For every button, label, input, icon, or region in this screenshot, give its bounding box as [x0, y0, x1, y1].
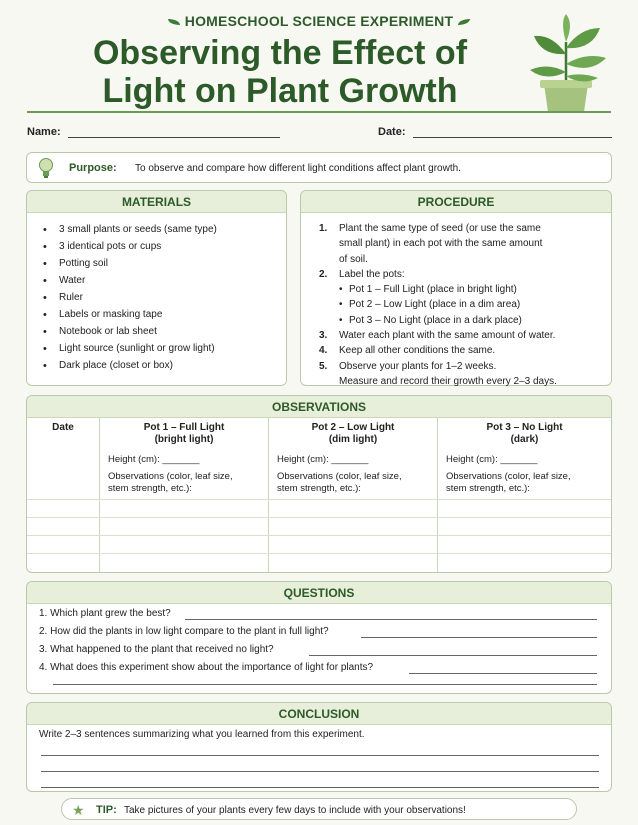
name-line[interactable] [68, 128, 280, 138]
tip-label: TIP: [96, 804, 117, 816]
answer-line[interactable] [53, 684, 597, 685]
height-label: Height (cm): _______ [277, 454, 369, 465]
observations-label: Observations (color, leaf size, stem strength, etc.): [108, 471, 233, 494]
materials-item: • Notebook or lab sheet [43, 325, 286, 342]
name-label: Name: [27, 126, 61, 138]
materials-item: • Light source (sunlight or grow light) [43, 342, 286, 359]
question-item: 3. What happened to the plant that received no light? [39, 644, 274, 655]
materials-item: • 3 small plants or seeds (same type) [43, 223, 286, 240]
observations-table [27, 417, 611, 573]
pot1-column-header: Pot 1 – Full Light (bright light) Height (cm): _______ Observations (color, leaf size, stem strength, etc.): [100, 417, 268, 498]
height-label: Height (cm): _______ [446, 454, 538, 465]
date-label: Date: [378, 126, 406, 138]
page-title [40, 34, 520, 110]
materials-item: • Potting soil [43, 257, 286, 274]
materials-item: • 3 identical pots or cups [43, 240, 286, 257]
procedure-box [300, 190, 612, 386]
procedure-list [301, 213, 611, 389]
leaf-icon [458, 19, 470, 25]
procedure-step: 1. Plant the same type of seed (or use the same small plant) in each pot with the same amount of soil. [319, 223, 543, 265]
materials-item: • Ruler [43, 291, 286, 308]
procedure-subitem: • Pot 2 – Low Light (place in a dim area) [319, 297, 599, 312]
questions-heading: QUESTIONS [27, 582, 611, 604]
tip-box [61, 798, 577, 820]
purpose-box [26, 152, 612, 183]
conclusion-prompt: Write 2–3 sentences summarizing what you learned from this experiment. [39, 729, 365, 740]
column-divider [268, 417, 269, 572]
question-item: 4. What does this experiment show about the importance of light for plants? [39, 662, 373, 673]
conclusion-box [26, 702, 612, 792]
star-icon: ★ [72, 802, 85, 818]
table-row[interactable] [27, 535, 611, 536]
procedure-step: 2. Label the pots: [319, 268, 405, 280]
column-divider [99, 417, 100, 572]
observations-label: Observations (color, leaf size, stem strength, etc.): [446, 471, 571, 494]
procedure-step: 3. Water each plant with the same amount of water. [319, 330, 556, 342]
conclusion-heading: CONCLUSION [27, 703, 611, 725]
observations-label: Observations (color, leaf size, stem strength, etc.): [277, 471, 402, 494]
writing-line[interactable] [41, 787, 599, 788]
observations-box [26, 395, 612, 573]
writing-line[interactable] [41, 755, 599, 756]
writing-line[interactable] [41, 771, 599, 772]
title-line-1: Observing the Effect of [92, 34, 468, 72]
date-line[interactable] [413, 128, 612, 138]
answer-line[interactable] [361, 637, 597, 638]
table-row[interactable] [27, 499, 611, 500]
question-item: 2. How did the plants in low light compare to the plant in full light? [39, 626, 329, 637]
materials-item: • Dark place (closet or box) [43, 359, 286, 376]
procedure-subitem: • Pot 3 – No Light (place in a dark place) [319, 313, 599, 328]
tip-text: Take pictures of your plants every few days to include with your observations! [124, 805, 466, 816]
materials-box [26, 190, 287, 386]
column-divider [437, 417, 438, 572]
materials-list [27, 213, 286, 376]
pot3-column-header: Pot 3 – No Light (dark) Height (cm): _______ Observations (color, leaf size, stem strength, etc.): [438, 417, 611, 498]
plant-pot-icon [518, 12, 614, 116]
procedure-heading: PROCEDURE [301, 191, 611, 213]
title-line-2: Light on Plant Growth [102, 72, 458, 110]
leaf-icon [168, 19, 180, 25]
name-field[interactable] [27, 126, 280, 138]
date-field[interactable] [378, 126, 612, 138]
answer-line[interactable] [185, 619, 597, 620]
materials-item: • Labels or masking tape [43, 308, 286, 325]
question-item: 1. Which plant grew the best? [39, 608, 171, 619]
answer-line[interactable] [309, 655, 597, 656]
table-row[interactable] [27, 517, 611, 518]
procedure-step: 5. Observe your plants for 1–2 weeks. Measure and record their growth every 2–3 days. [319, 360, 557, 387]
pot2-column-header: Pot 2 – Low Light (dim light) Height (cm): _______ Observations (color, leaf size, stem strength, etc.): [269, 417, 437, 498]
purpose-label: Purpose: [69, 162, 117, 174]
date-column-header: Date [52, 422, 74, 433]
procedure-step: 4. Keep all other conditions the same. [319, 345, 496, 357]
materials-heading: MATERIALS [27, 191, 286, 213]
header-tag: HOMESCHOOL SCIENCE EXPERIMENT [0, 13, 638, 29]
questions-box [26, 581, 612, 694]
procedure-subitem: • Pot 1 – Full Light (place in bright light) [319, 282, 599, 297]
title-divider [27, 111, 611, 113]
height-label: Height (cm): _______ [108, 454, 200, 465]
lightbulb-icon [38, 158, 54, 180]
purpose-text: To observe and compare how different light conditions affect plant growth. [135, 163, 461, 174]
materials-item: • Water [43, 274, 286, 291]
observations-heading: OBSERVATIONS [27, 396, 611, 418]
table-row[interactable] [27, 553, 611, 554]
answer-line[interactable] [409, 673, 597, 674]
